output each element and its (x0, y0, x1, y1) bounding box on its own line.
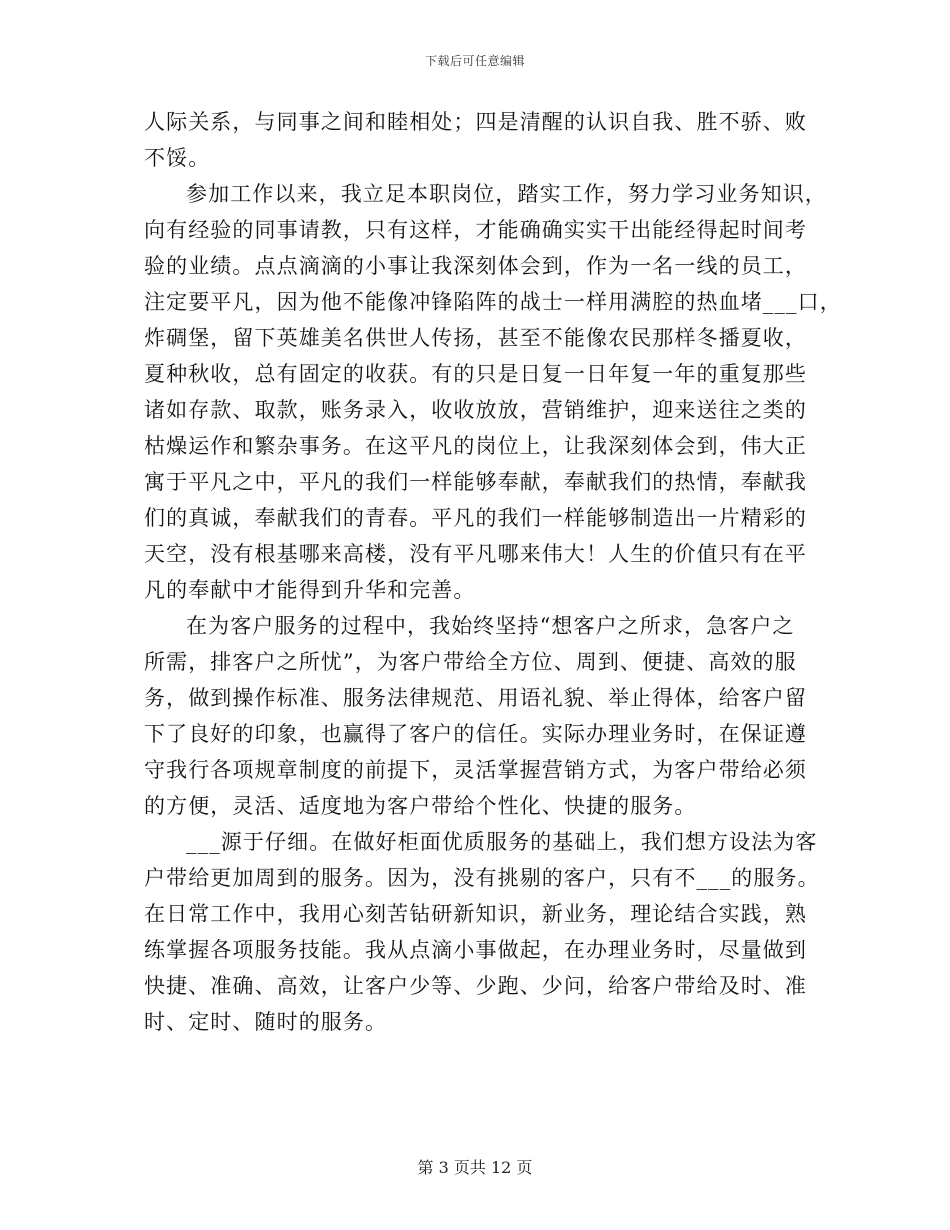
text-line: 的方便，灵活、适度地为客户带给个性化、快捷的服务。 (144, 794, 697, 818)
paragraph (144, 824, 820, 1040)
text-line: 所需，排客户之所忧”，为客户带给全方位、周到、便捷、高效的服 (144, 650, 797, 674)
paragraph (144, 176, 842, 608)
text-line: 寓于平凡之中，平凡的我们一样能够奉献，奉献我们的热情，奉献我 (144, 470, 807, 494)
text-line: 天空，没有根基哪来高楼，没有平凡哪来伟大！人生的价值只有在平 (144, 542, 807, 566)
text-line: 练掌握各项服务技能。我从点滴小事做起，在办理业务时，尽量做到 (144, 938, 807, 962)
text-line: 向有经验的同事请教，只有这样，才能确确实实干出能经得起时间考 (144, 218, 807, 242)
text-line: 户带给更加周到的服务。因为，没有挑剔的客户，只有不___的服务。 (144, 866, 820, 890)
text-line: 枯燥运作和繁杂事务。在这平凡的岗位上，让我深刻体会到，伟大正 (144, 434, 807, 458)
text-line: 验的业绩。点点滴滴的小事让我深刻体会到，作为一名一线的员工， (144, 254, 807, 278)
text-line: 诸如存款、取款，账务录入，收收放放，营销维护，迎来送往之类的 (144, 398, 807, 422)
text-line: 务，做到操作标准、服务法律规范、用语礼貌、举止得体，给客户留 (144, 686, 807, 710)
text-line: 在为客户服务的过程中，我始终坚持“想客户之所求，急客户之 (186, 614, 795, 638)
text-line: ___源于仔细。在做好柜面优质服务的基础上，我们想方设法为客 (186, 830, 818, 854)
text-line: 人际关系，与同事之间和睦相处；四是清醒的认识自我、胜不骄、败 (144, 110, 807, 134)
paragraph (144, 608, 810, 824)
page-number: 第 3 页共 12 页 (417, 1158, 533, 1177)
text-line: 下了良好的印象，也赢得了客户的信任。实际办理业务时，在保证遵 (144, 722, 807, 746)
text-line: 们的真诚，奉献我们的青春。平凡的我们一样能够制造出一片精彩的 (144, 506, 807, 530)
text-line: 守我行各项规章制度的前提下，灵活掌握营销方式，为客户带给必须 (144, 758, 807, 782)
text-line: 不馁。 (144, 146, 211, 170)
document-body (144, 104, 842, 1040)
text-line: 快捷、准确、高效，让客户少等、少跑、少问，给客户带给及时、准 (144, 974, 807, 998)
text-line: 参加工作以来，我立足本职岗位，踏实工作，努力学习业务知识， (186, 182, 827, 206)
text-line: 时、定时、随时的服务。 (144, 1010, 388, 1034)
text-line: 炸碉堡，留下英雄美名供世人传扬，甚至不能像农民那样冬播夏收， (144, 326, 807, 350)
page-header: 下载后可任意编辑 (424, 54, 525, 68)
text-line: 在日常工作中，我用心刻苦钻研新知识，新业务，理论结合实践，熟 (144, 902, 807, 926)
text-line: 夏种秋收，总有固定的收获。有的只是日复一日年复一年的重复那些 (144, 362, 807, 386)
text-line: 凡的奉献中才能得到升华和完善。 (144, 578, 476, 602)
paragraph (144, 104, 810, 176)
text-line: 注定要平凡，因为他不能像冲锋陷阵的战士一样用满腔的热血堵___口， (144, 290, 842, 314)
